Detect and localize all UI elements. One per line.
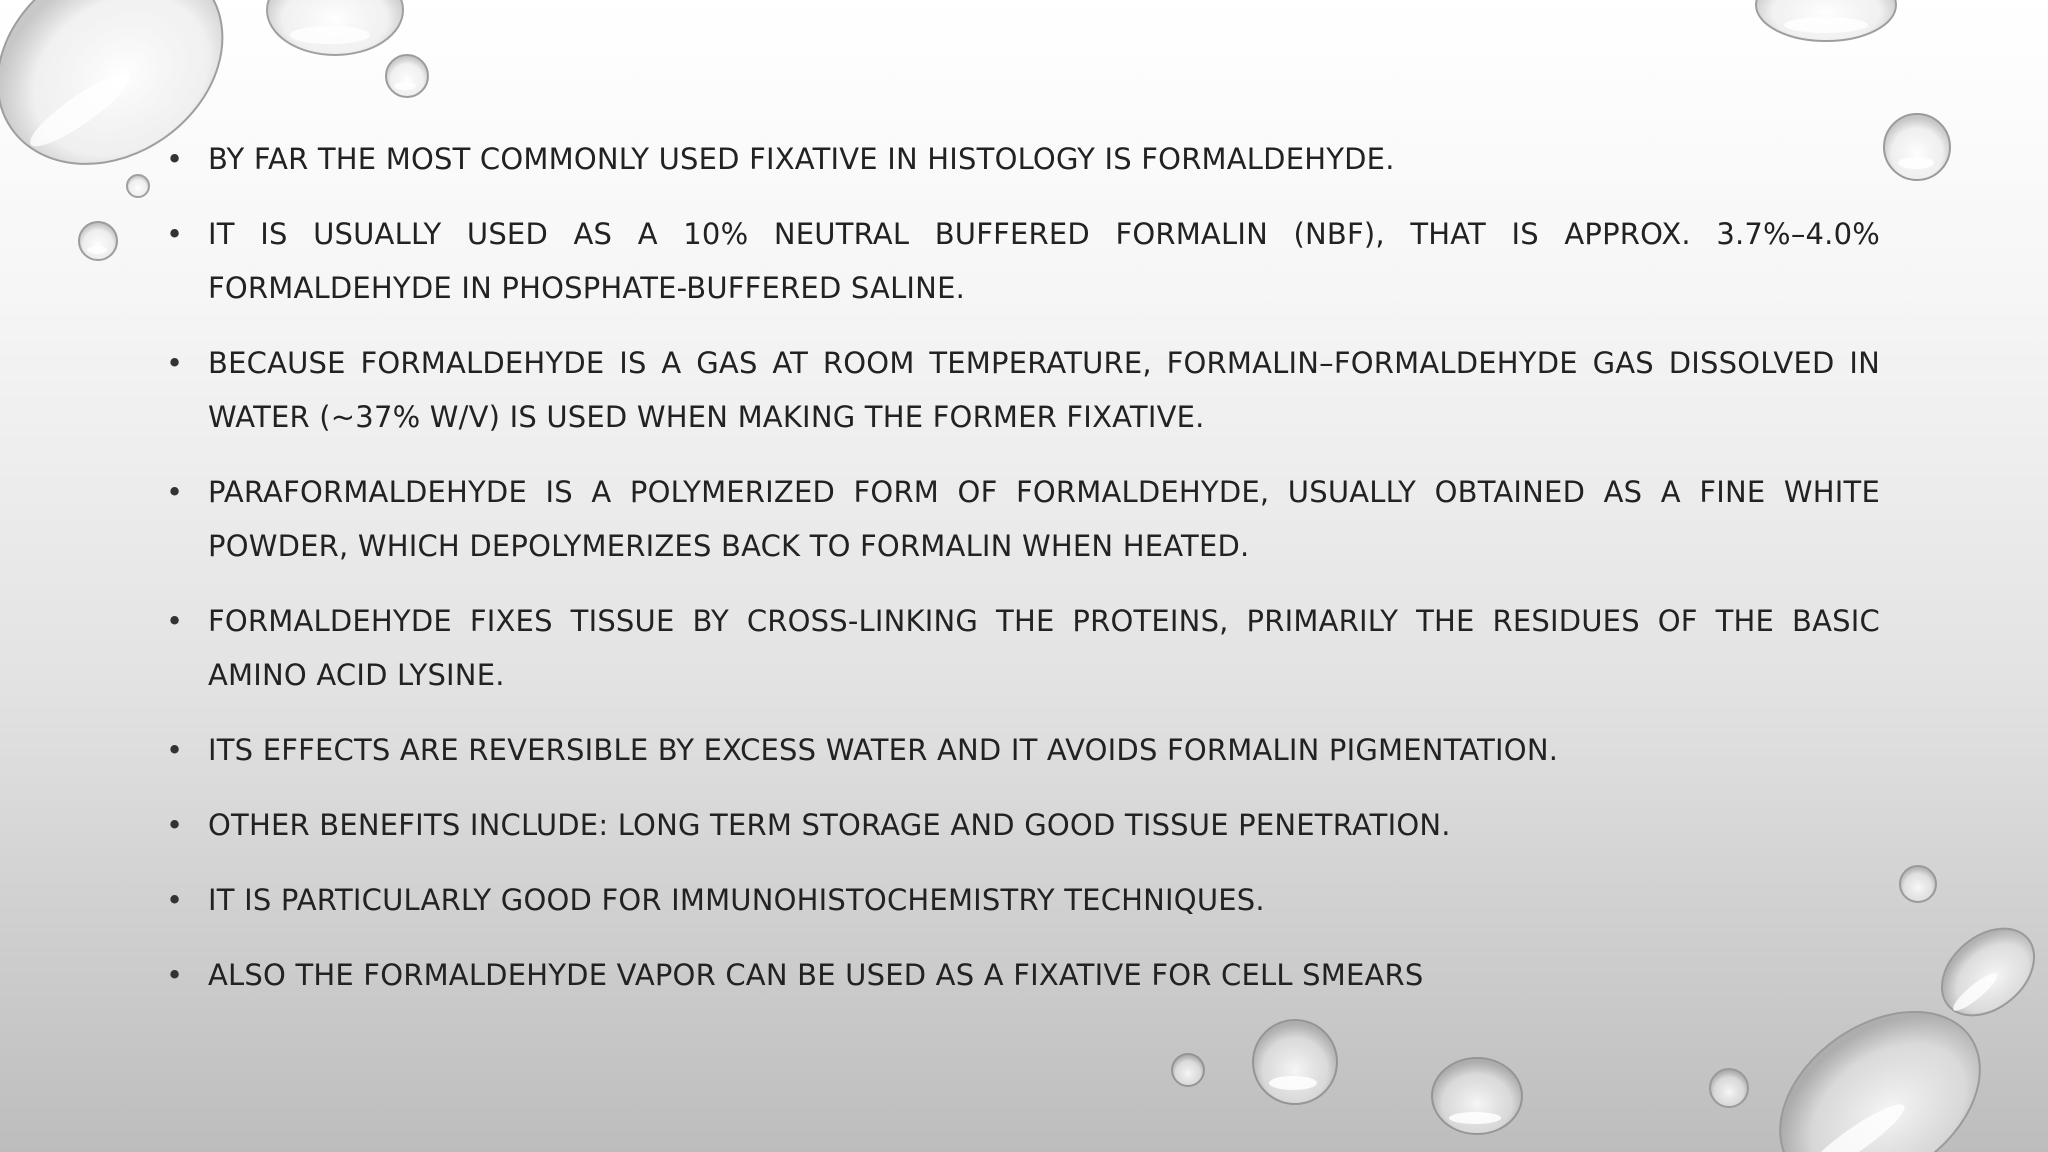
water-droplet-icon <box>1172 1054 1204 1086</box>
list-item: • IT IS USUALLY USED AS A 10% NEUTRAL BUFFERED FORMALIN (NBF), THAT IS APPROX. 3.7%–4.0% FORMALDEHYDE IN PHOSPHATE-BUFFERED SALINE. <box>160 207 1880 315</box>
water-droplet-icon <box>127 175 149 197</box>
list-item: • ALSO THE FORMALDEHYDE VAPOR CAN BE USED AS A FIXATIVE FOR CELL SMEARS <box>160 948 1880 1002</box>
water-droplet-icon <box>386 55 428 97</box>
water-droplet-icon <box>1925 911 2048 1033</box>
water-droplet-icon <box>1710 1069 1748 1107</box>
list-item: • PARAFORMALDEHYDE IS A POLYMERIZED FORM OF FORMALDEHYDE, USUALLY OBTAINED AS A FINE WHITE POWDER, WHICH DEPOLYMERIZES BACK TO FORMALIN WHEN HEATED. <box>160 465 1880 573</box>
list-item: • OTHER BENEFITS INCLUDE: LONG TERM STORAGE AND GOOD TISSUE PENETRATION. <box>160 798 1880 852</box>
water-droplet-icon <box>1756 0 1896 41</box>
water-droplet-icon <box>79 222 117 260</box>
list-item: • BY FAR THE MOST COMMONLY USED FIXATIVE IN HISTOLOGY IS FORMALDEHYDE. <box>160 132 1880 186</box>
bullet-list <box>160 132 1880 1023</box>
water-droplet-icon <box>1900 866 1936 902</box>
water-droplet-icon <box>1884 114 1950 180</box>
list-item: • IT IS PARTICULARLY GOOD FOR IMMUNOHISTOCHEMISTRY TECHNIQUES. <box>160 873 1880 927</box>
water-droplet-icon <box>1253 1020 1337 1104</box>
water-droplet-icon <box>267 0 403 55</box>
list-item: • BECAUSE FORMALDEHYDE IS A GAS AT ROOM TEMPERATURE, FORMALIN–FORMALDEHYDE GAS DISSOLVED IN WATER (~37% W/V) IS USED WHEN MAKING THE FORMER FIXATIVE. <box>160 336 1880 444</box>
water-droplet-icon <box>1432 1058 1522 1134</box>
list-item: • FORMALDEHYDE FIXES TISSUE BY CROSS-LINKING THE PROTEINS, PRIMARILY THE RESIDUES OF THE BASIC AMINO ACID LYSINE. <box>160 594 1880 702</box>
list-item: • ITS EFFECTS ARE REVERSIBLE BY EXCESS WATER AND IT AVOIDS FORMALIN PIGMENTATION. <box>160 723 1880 777</box>
